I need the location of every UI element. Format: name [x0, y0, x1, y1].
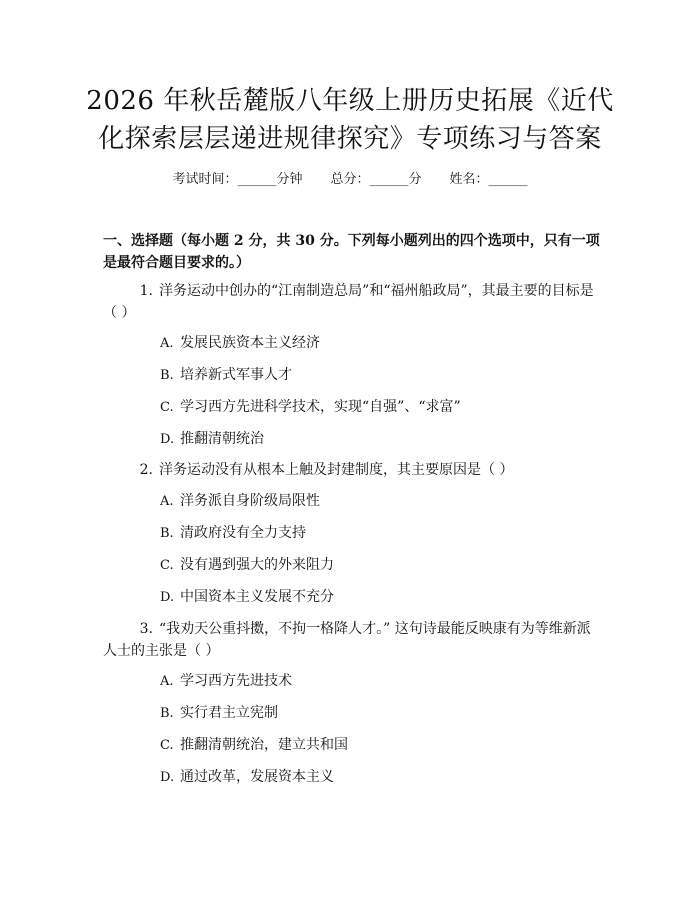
- question-3-option-c: [160, 734, 348, 757]
- section-heading: 一、选择题（每小题 2 分，共 30 分。下列每小题列出的四个选项中，只有一项是最符合题目要求的。）: [103, 233, 600, 271]
- option-text: 清政府没有全力支持: [180, 525, 306, 541]
- student-name-field: 姓名：______: [449, 172, 528, 187]
- question-2: [103, 459, 603, 481]
- question-3-option-d: [160, 766, 334, 789]
- option-letter: A.: [160, 494, 174, 509]
- option-text: 推翻清朝统治: [180, 431, 264, 447]
- option-letter: B.: [160, 526, 174, 541]
- question-1-option-d: [160, 428, 264, 451]
- total-score-field: 总分：______分: [330, 172, 422, 187]
- option-text: 发展民族资本主义经济: [180, 335, 320, 351]
- option-text: 实行君主立宪制: [180, 705, 278, 721]
- question-1-option-c: [160, 396, 461, 419]
- question-2-option-c: [160, 554, 334, 577]
- question-2-option-a: [160, 490, 320, 513]
- document-title-line-1: 2026 年秋岳麓版八年级上册历史拓展《近代: [86, 86, 614, 116]
- option-text: 推翻清朝统治，建立共和国: [180, 737, 348, 753]
- option-text: 学习西方先进技术: [180, 673, 292, 689]
- question-3-option-b: [160, 702, 278, 725]
- question-stem: “我劝天公重抖擞，不拘一格降人才。” 这句诗最能反映康有为等维新派人士的主张是（ ）: [103, 621, 591, 659]
- option-letter: D.: [160, 590, 175, 605]
- question-2-option-b: [160, 522, 306, 545]
- question-1-option-b: [160, 364, 292, 387]
- question-number: 1.: [139, 283, 153, 299]
- option-letter: C.: [160, 400, 174, 415]
- question-1: [103, 280, 603, 324]
- option-letter: C.: [160, 738, 174, 753]
- question-3: [103, 618, 603, 662]
- option-text: 洋务派自身阶级局限性: [180, 493, 320, 509]
- exam-time-field: 考试时间：______分钟: [172, 172, 303, 187]
- question-1-option-a: [160, 332, 320, 355]
- option-letter: C.: [160, 558, 174, 573]
- question-3-option-a: [160, 670, 292, 693]
- option-letter: D.: [160, 770, 175, 785]
- exam-meta-line: [0, 168, 700, 187]
- option-text: 培养新式军事人才: [180, 367, 292, 383]
- question-number: 3.: [139, 621, 153, 637]
- question-stem: 洋务运动中创办的“江南制造总局”和“福州船政局”，其最主要的目标是（ ）: [103, 283, 594, 321]
- question-number: 2.: [139, 462, 153, 478]
- option-letter: B.: [160, 706, 174, 721]
- option-letter: A.: [160, 336, 174, 351]
- option-letter: B.: [160, 368, 174, 383]
- document-title-line-2: 化探索层层递进规律探究》专项练习与答案: [98, 124, 602, 154]
- option-letter: A.: [160, 674, 174, 689]
- option-text: 通过改革，发展资本主义: [180, 769, 334, 785]
- option-text: 学习西方先进科学技术，实现“自强”、“求富”: [180, 399, 461, 415]
- question-stem: 洋务运动没有从根本上触及封建制度，其主要原因是（ ）: [159, 462, 514, 478]
- question-2-option-d: [160, 586, 334, 609]
- option-text: 中国资本主义发展不充分: [180, 589, 334, 605]
- option-letter: D.: [160, 432, 175, 447]
- option-text: 没有遇到强大的外来阻力: [180, 557, 334, 573]
